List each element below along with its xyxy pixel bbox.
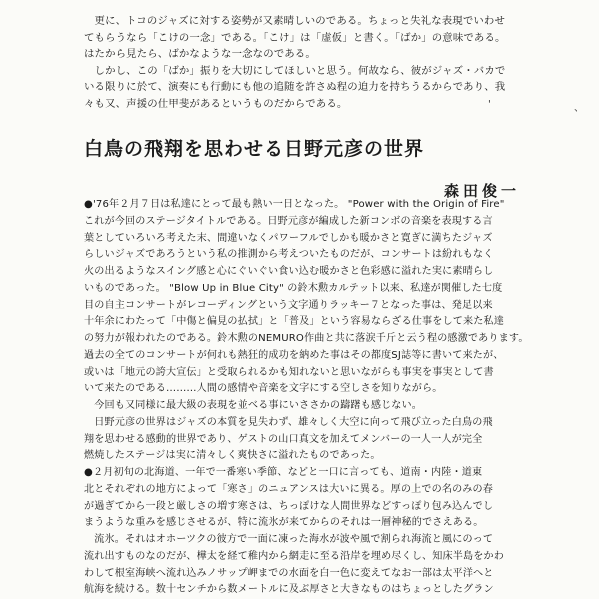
body-line: 或いは「地元の誇大宣伝」と受取られるかも知れないと思いながらも事実を事実として書 (84, 366, 494, 378)
article-title: 白鳥の飛翔を思わせる日野元彦の世界 (84, 138, 425, 160)
body-line: 流氷。それはオホーツクの彼方で一面に凍った海水が波や風で割られ海流と風にのって (84, 534, 494, 545)
body-line: が過ぎてから一段と厳しさの増す寒さは、ちっぽけな人間世界などすっぽり包み込んでし (84, 500, 494, 512)
body-line: 航海を続ける。数十センチから数メートルに及ぶ厚さと大きなものはちょっとしたグラン (84, 584, 494, 596)
body-line: 日野元彦の世界はジャズの本質を見失わず、雄々しく大空に向って飛び立った白鳥の飛 (84, 416, 493, 428)
body-line: これが今回のステージタイトルである。日野元彦が編成した新コンボの音楽を表現する言 (84, 215, 493, 227)
body-line: 翔を思わせる感動的世界であり、ゲストの山口真文を加えてメンバーの一人一人が完全 (84, 433, 483, 445)
intro-line: しかし、この「ばか」振りを大切にしてほしいと思う。何故なら、彼がジャズ・バカで (84, 64, 506, 77)
body-line: ●２月初旬の北海道、一年で一番寒い季節、などと一口に言っても、道南・内陸・道東 (84, 467, 483, 478)
body-line: まうような重みを感じさせるが、特に流氷が来てからのそれは一層神秘的でさえある。 (84, 517, 484, 529)
body-line: の努力が報われたのである。鈴木勲のNEMURO作曲と共に落涙千斤と云う程の感激であります。 (84, 333, 529, 344)
body-line: らしいジャズであろうという私の推測から考えついたものだが、コンサートは紛れもなく (84, 249, 494, 261)
body-line: 今回も又同様に最大級の表現を並べる事にいささかの躊躇も感じない。 (84, 400, 423, 411)
body-line: 葉としていろいろ考えた末、間違いなくパワーフルでしかも暖かさと寛ぎに満ちたジャズ (84, 232, 493, 244)
tick-mark: 、 (574, 103, 584, 114)
intro-line: いる限りに於て、演奏にも行動にも他の追随を許さぬ程の迫力を持ちうるからであり、我 (84, 81, 506, 94)
body-line: 流れ出すものなのだが、樺太を経て稚内から網走に至る沿岸を埋め尽くし、知床半島をかわ (84, 550, 504, 562)
body-line: 目の自主コンサートがレコーディングという文字通りラッキー７となった事は、発足以来 (84, 299, 493, 311)
body-line: ●'76年２月７日は私達にとって最も熱い一日となった。 "Power with the Origin of Fire" (84, 199, 505, 210)
body-line: 火の出るようなスイング感と心にぐいぐい食い込む暖かさと色彩感に溢れた実に素晴らし (84, 266, 494, 277)
tick-mark: ' (488, 99, 491, 110)
intro-line: はたから見たら、ばかなような一念なのである。 (84, 48, 316, 61)
intro-line: 更に、トコのジャズに対する姿勢が又素晴しいのである。ちょっと失礼な表現でいわせ (84, 15, 505, 27)
intro-section (84, 13, 554, 113)
body-line: 北とそれぞれの地方によって「寒さ」のニュアンスは大いに異る。厚の上での名のみの春 (84, 483, 494, 495)
body-line: いて来たのである………人間の感情や音楽を文字にする空しさを知りながら。 (84, 383, 443, 395)
body-line: 過去の全てのコンサートが何れも熱狂的成功を納めた事はその都度SJ誌等に書いて来たが、 (84, 349, 504, 361)
article-body (84, 197, 554, 599)
body-line: 十年余にわたって「中傷と偏見の払拭」と「普及」という容易ならざる仕事をして来た私達 (84, 316, 504, 328)
author-name: 森田俊一 (444, 182, 521, 200)
body-line: いものであった。 "Blow Up in Blue City" の鈴木勲カルテット以来、私達が関催した七度 (84, 282, 503, 294)
body-line: わして根室海峡へ流れ込みノサップ岬までの水面を白一色に変えてなお一部は太平洋へと (84, 567, 494, 579)
body-line: 燃焼したステージは実に清々しく爽快さに溢れたものであった。 (84, 450, 381, 462)
intro-line: てもらうなら「こけの一念」である。「こけ」は「虚仮」と書く。「ばか」の意味である。 (84, 31, 506, 44)
intro-line: 々も又、声援の仕甲斐があるというものだからである。 (84, 97, 348, 110)
